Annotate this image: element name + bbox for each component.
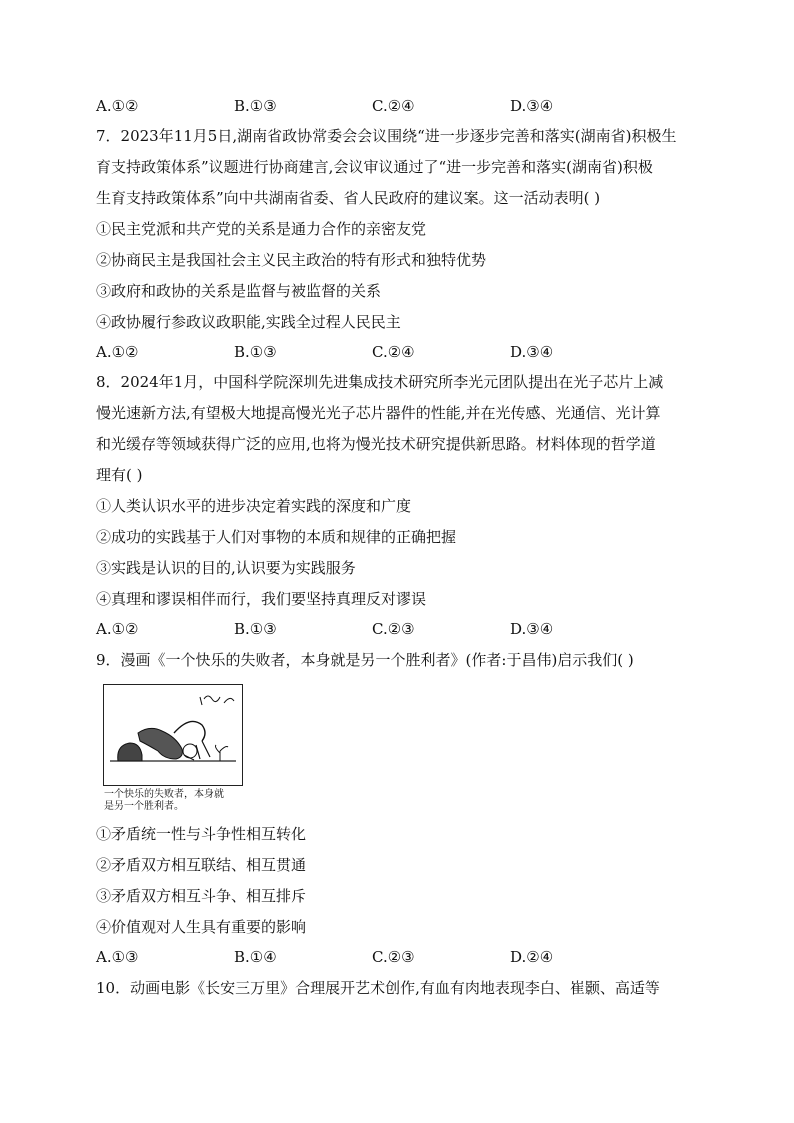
q8-option-a[interactable]: A.①② bbox=[96, 620, 139, 638]
q9-stem-line: 9．漫画《一个快乐的失败者，本身就是另一个胜利者》(作者:于昌伟)启示我们( ) bbox=[96, 651, 634, 669]
q10-stem-line: 10．动画电影《长安三万里》合理展开艺术创作,有血有肉地表现李白、崔颢、高适等 bbox=[96, 979, 660, 997]
q8-statement-2: ②成功的实践基于人们对事物的本质和规律的正确把握 bbox=[96, 528, 457, 546]
q7-statement-4: ④政协履行参政议政职能,实践全过程人民民主 bbox=[96, 313, 401, 331]
q6-options bbox=[96, 96, 700, 116]
q7-option-b[interactable]: B.①③ bbox=[234, 343, 277, 361]
q7-statement-1: ①民主党派和共产党的关系是通力合作的亲密友党 bbox=[96, 220, 427, 238]
q8-option-c[interactable]: C.②③ bbox=[372, 620, 415, 638]
q8-statement-3: ③实践是认识的目的,认识要为实践服务 bbox=[96, 559, 356, 577]
q7-statement-2: ②协商民主是我国社会主义民主政治的特有形式和独特优势 bbox=[96, 251, 487, 269]
q7-stem-line: 7．2023年11月5日,湖南省政协常委会会议围绕“进一步逐步完善和落实(湖南省)积极生 bbox=[96, 127, 677, 145]
q7-option-a[interactable]: A.①② bbox=[96, 343, 139, 361]
q7-option-d[interactable]: D.③④ bbox=[510, 343, 554, 361]
q8-stem-line: 慢光速新方法,有望极大地提高慢光光子芯片器件的性能,并在光传感、光通信、光计算 bbox=[96, 404, 661, 422]
q7-stem-line: 生育支持政策体系”向中共湖南省委、省人民政府的建议案。这一活动表明( ) bbox=[96, 189, 601, 207]
q9-statement-4: ④价值观对人生具有重要的影响 bbox=[96, 918, 307, 936]
cartoon-caption-line: 是另一个胜利者。 bbox=[104, 801, 184, 812]
q9-statement-3: ③矛盾双方相互斗争、相互排斥 bbox=[96, 887, 307, 905]
q9-option-b[interactable]: B.①④ bbox=[234, 948, 277, 966]
q8-options bbox=[96, 619, 700, 639]
q9-option-c[interactable]: C.②③ bbox=[372, 948, 415, 966]
q6-option-a[interactable]: A.①② bbox=[96, 97, 139, 115]
q8-option-b[interactable]: B.①③ bbox=[234, 620, 277, 638]
q8-option-d[interactable]: D.③④ bbox=[510, 620, 554, 638]
q8-statement-4: ④真理和谬误相伴而行，我们要坚持真理反对谬误 bbox=[96, 590, 427, 608]
q7-options bbox=[96, 342, 700, 362]
q9-statement-1: ①矛盾统一性与斗争性相互转化 bbox=[96, 825, 307, 843]
q8-stem-line: 和光缓存等领域获得广泛的应用,也将为慢光技术研究提供新思路。材料体现的哲学道 bbox=[96, 435, 656, 453]
q7-statement-3: ③政府和政协的关系是监督与被监督的关系 bbox=[96, 282, 382, 300]
q6-option-d[interactable]: D.③④ bbox=[510, 97, 554, 115]
q6-option-c[interactable]: C.②④ bbox=[372, 97, 415, 115]
q7-stem-line: 育支持政策体系”议题进行协商建言,会议审议通过了“进一步完善和落实(湖南省)积极 bbox=[96, 158, 653, 176]
cartoon-image bbox=[103, 684, 243, 786]
q6-option-b[interactable]: B.①③ bbox=[234, 97, 277, 115]
q8-stem-line: 8．2024年1月，中国科学院深圳先进集成技术研究所李光元团队提出在光子芯片上减 bbox=[96, 373, 664, 391]
q7-option-c[interactable]: C.②④ bbox=[372, 343, 415, 361]
q8-statement-1: ①人类认识水平的进步决定着实践的深度和广度 bbox=[96, 497, 412, 515]
cartoon-caption-line: 一个快乐的失败者，本身就 bbox=[104, 789, 224, 800]
cartoon-caption bbox=[104, 789, 254, 813]
q9-statement-2: ②矛盾双方相互联结、相互贯通 bbox=[96, 856, 307, 874]
q9-options bbox=[96, 947, 700, 967]
cartoon-drawing bbox=[104, 685, 241, 784]
q9-option-d[interactable]: D.②④ bbox=[510, 948, 554, 966]
q9-option-a[interactable]: A.①③ bbox=[96, 948, 139, 966]
q8-stem-line: 理有( ) bbox=[96, 466, 143, 484]
